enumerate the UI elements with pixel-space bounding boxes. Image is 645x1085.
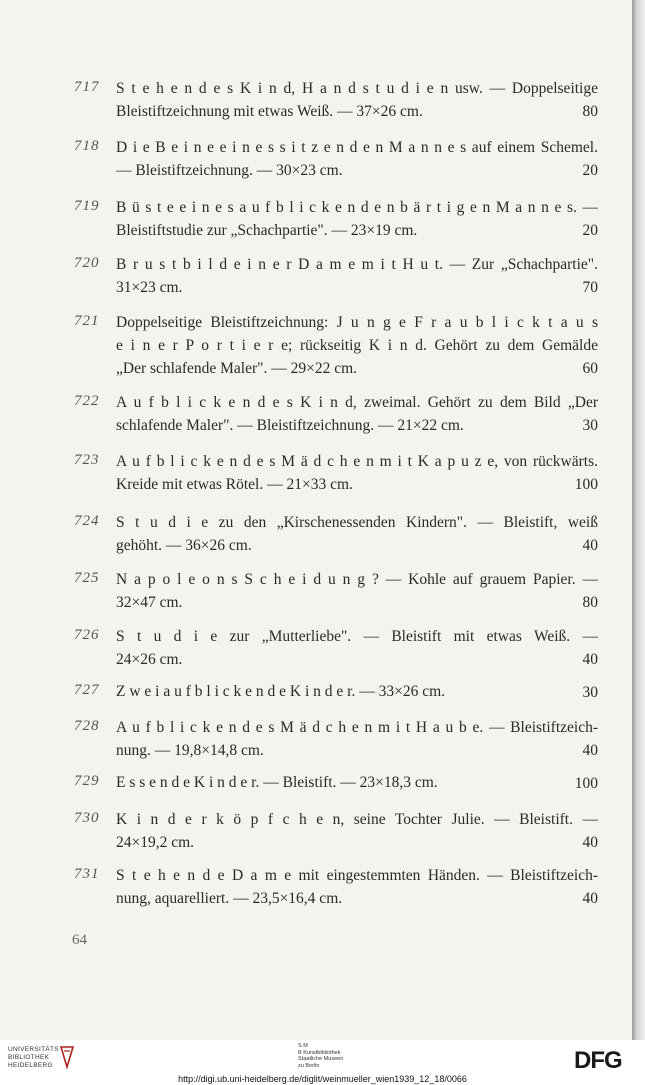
entry-line: B ü s t e e i n e s a u f b l i c k e n d e n b ä r t i g e n M a n n e s. —: [116, 199, 598, 216]
center-logo-line: S M: [298, 1043, 308, 1049]
entry-line: S t u d i e zu den „Kirschenessenden Kindern". — Bleistift, weiß: [116, 514, 598, 531]
entry-line: 24×19,2 cm.: [116, 834, 195, 851]
entry-line: Bleistiftzeichnung mit etwas Weiß. — 37×26 cm.: [116, 103, 423, 120]
entry-price: 40: [582, 834, 598, 851]
entry-number: 731: [74, 866, 100, 882]
entry-price: 20: [582, 222, 598, 239]
entry-number: 725: [74, 570, 100, 586]
university-library-logo[interactable]: [8, 1046, 59, 1070]
entry-price: 30: [582, 417, 598, 434]
entry-number: 721: [74, 313, 100, 329]
uni-logo-line: BIBLIOTHEK: [8, 1054, 50, 1061]
entry-line: Bleistiftstudie zur „Schachpartie". — 23×19 cm.: [116, 222, 418, 239]
book-edge: [632, 0, 645, 1040]
entry-line: S t e h e n d e s K i n d, H a n d s t u d i e n usw. — Doppelseitige: [116, 80, 598, 97]
entry-price: 80: [582, 594, 598, 611]
source-url-link[interactable]: http://digi.ub.uni-heidelberg.de/diglit/weinmueller_wien1939_12_18/0066: [178, 1074, 467, 1084]
entry-line: gehöht. — 36×26 cm.: [116, 537, 252, 554]
entry-price: 100: [574, 775, 598, 792]
entry-line: e i n e r P o r t i e r e; rückseitig K i n d. Gehört zu dem Gemälde: [116, 337, 598, 354]
center-logo-line: B Kunstbibliothek: [298, 1049, 341, 1056]
entry-line: nung. — 19,8×14,8 cm.: [116, 742, 264, 759]
entry-number: 718: [74, 138, 100, 154]
entry-number: 722: [74, 393, 100, 409]
entry-line: B r u s t b i l d e i n e r D a m e m i t H u t. — Zur „Schachpartie".: [116, 256, 598, 273]
uni-logo-line: HEIDELBERG: [8, 1062, 53, 1069]
entry-line: — Bleistiftzeichnung. — 30×23 cm.: [116, 162, 343, 179]
entry-price: 60: [582, 360, 598, 377]
entry-line: K i n d e r k ö p f c h e n, seine Tochter Julie. — Bleistift. —: [116, 811, 598, 828]
footer-bar: [0, 1040, 645, 1085]
entry-price: 40: [582, 742, 598, 759]
entry-number: 726: [74, 627, 100, 643]
entry-number: 729: [74, 773, 100, 789]
entry-line: Z w e i a u f b l i c k e n d e K i n d e r. — 33×26 cm.: [116, 683, 446, 700]
entry-number: 728: [74, 718, 100, 734]
entry-price: 100: [574, 476, 598, 493]
entry-line: N a p o l e o n s S c h e i d u n g ? — Kohle auf grauem Papier. —: [116, 571, 598, 588]
entry-number: 723: [74, 452, 100, 468]
entry-line: A u f b l i c k e n d e s K i n d, zweimal. Gehört zu dem Bild „Der: [116, 394, 598, 411]
entry-price: 80: [582, 103, 598, 120]
entry-number: 717: [74, 79, 100, 95]
entry-price: 40: [582, 537, 598, 554]
entry-line: E s s e n d e K i n d e r. — Bleistift. — 23×18,3 cm.: [116, 774, 438, 791]
entry-line: Kreide mit etwas Rötel. — 21×33 cm.: [116, 476, 353, 493]
entry-price: 30: [582, 684, 598, 701]
page-number: 64: [72, 932, 87, 948]
entry-line: A u f b l i c k e n d e s M ä d c h e n m i t H a u b e. — Bleistiftzeich-: [116, 719, 598, 736]
entry-line: 32×47 cm.: [116, 594, 183, 611]
university-seal-icon: [58, 1045, 76, 1069]
uni-logo-line: UNIVERSITÄTS: [8, 1046, 59, 1053]
entry-price: 40: [582, 651, 598, 668]
entry-line: schlafende Maler". — Bleistiftzeichnung. — 21×22 cm.: [116, 417, 464, 434]
entry-line: nung, aquarelliert. — 23,5×16,4 cm.: [116, 890, 343, 907]
entry-line: Doppelseitige Bleistiftzeichnung: J u n g e F r a u b l i c k t a u s: [116, 314, 598, 331]
entry-line: 31×23 cm.: [116, 279, 183, 296]
entry-price: 20: [582, 162, 598, 179]
entry-line: „Der schlafende Maler". — 29×22 cm.: [116, 360, 358, 377]
entry-line: D i e B e i n e e i n e s s i t z e n d e n M a n n e s auf einem Schemel.: [116, 139, 598, 156]
entry-line: A u f b l i c k e n d e s M ä d c h e n m i t K a p u z e, von rückwärts.: [116, 453, 598, 470]
entry-line: S t e h e n d e D a m e mit eingestemmten Händen. — Bleistiftzeich-: [116, 867, 598, 884]
entry-number: 730: [74, 810, 100, 826]
entry-number: 727: [74, 682, 100, 698]
entry-line: 24×26 cm.: [116, 651, 183, 668]
entry-line: S t u d i e zur „Mutterliebe". — Bleistift mit etwas Weiß. —: [116, 628, 598, 645]
entry-number: 724: [74, 513, 100, 529]
dfg-logo[interactable]: DFG: [574, 1047, 622, 1074]
kunstbibliothek-logo[interactable]: [298, 1043, 343, 1069]
entry-number: 720: [74, 255, 100, 271]
entry-price: 70: [582, 279, 598, 296]
entry-number: 719: [74, 198, 100, 214]
center-logo-line: zu Berlin: [298, 1062, 320, 1069]
center-logo-line: Staatliche Museen: [298, 1056, 344, 1062]
entry-price: 40: [582, 890, 598, 907]
